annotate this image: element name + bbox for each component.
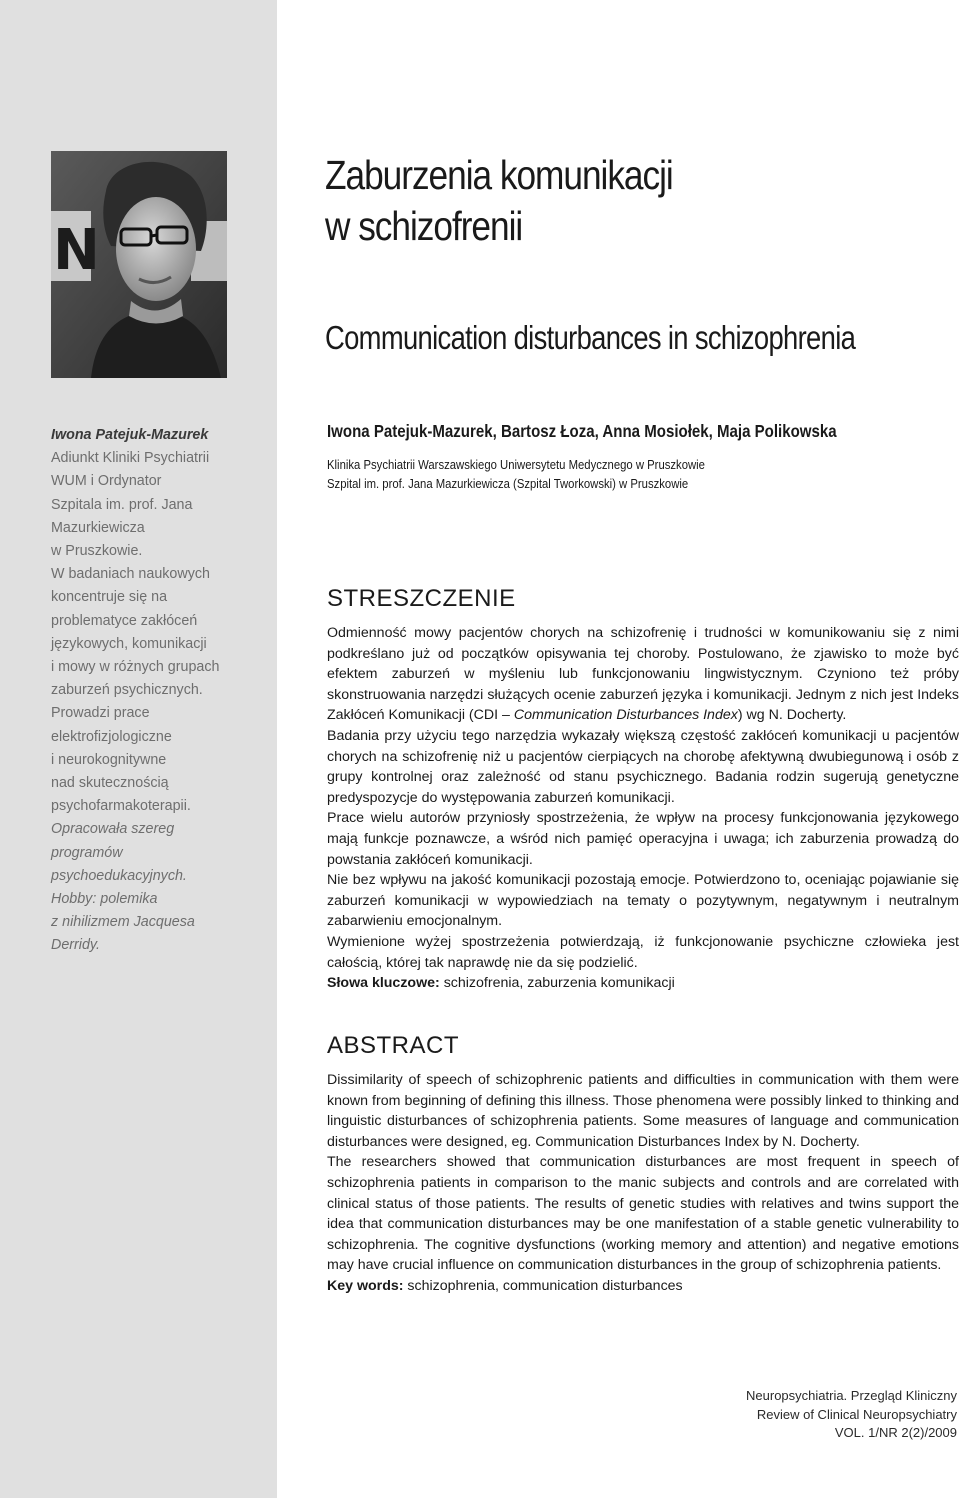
streszczenie-heading: STRESZCZENIE [327, 585, 516, 612]
author-portrait-image [51, 151, 227, 378]
streszczenie-paragraph-4: Nie bez wpływu na jakość komunikacji pozostają emocje. Potwierdzono to, oceniając pojawianie się zaburzeń komunikacji w wypowiedziach na tematy o pozytywnym, negatywnym i neutralnym zabarwieniu emocjonalnym. [327, 872, 959, 930]
streszczenie-keywords-label: Słowa kluczowe: [327, 975, 440, 992]
streszczenie-paragraph-3: Prace wielu autorów przyniosły spostrzeżenia, że wpływ na procesy funkcjonowania językowego mają funkcje poznawcze, a wśród nich pamięć operacyjna i uwaga; ich zaburzenia prowadzą do powstania zakłóceń komunikacji. [327, 810, 959, 868]
bio-hobby: Hobby: polemika z nihilizmem Jacquesa Derridy. [51, 891, 195, 954]
authors-line: Iwona Patejuk-Mazurek, Bartosz Łoza, Anna Mosiołek, Maja Polikowska [327, 421, 837, 441]
abstract-keywords [327, 1276, 959, 1297]
author-photo [51, 151, 227, 378]
title-english: Communication disturbances in schizophrenia [325, 319, 856, 356]
abstract-body [327, 1070, 959, 1297]
bio-affiliation: Adiunkt Kliniki Psychiatrii WUM i Ordynator Szpitala im. prof. Jana Mazurkiewicza w Pruszkowie. [51, 450, 210, 560]
affiliation: Klinika Psychiatrii Warszawskiego Uniwersytetu Medycznego w Pruszkowie Szpital im. prof. Jana Mazurkiewicza (Szpital Tworkowski) w Pruszkowie [327, 457, 705, 491]
streszczenie-paragraph-1 [327, 623, 959, 726]
streszczenie-paragraph-2: Badania przy użyciu tego narzędzia wykazały większą częstość zakłóceń komunikacji u pacjentów chorych na schizofrenię niż u pacjentów cierpiących na chorobę afektywną dwubiegunową i osób z grupy kontrolnej oraz zależność od stanu psychicznego. Badania rodzin sugerują genetyczne predyspozycje do występowania zaburzeń komunikacji. [327, 727, 959, 806]
streszczenie-keywords-value: schizofrenia, zaburzenia komunikacji [439, 975, 675, 992]
bio-author-name: Iwona Patejuk-Mazurek [51, 427, 209, 443]
streszczenie-paragraph-5: Wymienione wyżej spostrzeżenia potwierdzają, iż funkcjonowanie psychiczne człowieka jest całością, której tak naprawdę nie da się podzielić. [327, 933, 959, 971]
abstract-heading: ABSTRACT [327, 1032, 460, 1059]
bio-research: W badaniach naukowych koncentruje się na problematyce zakłóceń językowych, komunikacji i mowy w różnych grupach zaburzeń psychicznych. [51, 566, 220, 699]
svg-text:N: N [53, 218, 100, 283]
author-bio [51, 424, 256, 958]
abstract-keywords-label: Key words: [327, 1277, 404, 1294]
sidebar [0, 0, 277, 1498]
journal-volume: VOL. 1/NR 2(2)/2009 [834, 1425, 957, 1440]
streszczenie-body [327, 623, 959, 994]
title-polish: Zaburzenia komunikacji w schizofrenii [325, 152, 673, 249]
abstract-paragraph-2: The researchers showed that communication disturbances are most frequent in speech of schizophrenia patients in comparison to the manic subjects and controls and are correlated with clinical status of those patients. The results of genetic studies with relatives and twins support the idea that communication disturbances may be one manifestation of a stable genetic vulnerability to schizophrenia. The cognitive dysfunctions (working memory and attention) and negative emotions may have crucial influence on communication disturbances in the group of schizophrenia patients. [327, 1154, 959, 1274]
bio-work: Prowadzi prace elektrofizjologiczne i neurokognitywne nad skutecznością psychofarmakoterapii. [51, 705, 191, 815]
bio-programs: Opracowała szereg programów psychoedukacyjnych. [51, 821, 187, 884]
streszczenie-p1-text: Odmienność mowy pacjentów chorych na schizofrenię i trudności w komunikowaniu się z nimi podkreślano już od początków opisywania tej choroby. Postulowano, że zjawisko to może być efektem zaburzeń w myśleniu lub funkcjonowaniu lingwistycznym. Czyniono też próby skonstruowania narzędzi służących ocenie zaburzeń języka i komunikacji. Jednym z nich jest Indeks Zakłóceń Komunikacji (CDI – [327, 625, 959, 724]
journal-name-polish: Neuropsychiatria. Przegląd Kliniczny [746, 1388, 957, 1403]
streszczenie-p1-end: ) wg N. Docherty. [737, 707, 847, 724]
journal-name-english: Review of Clinical Neuropsychiatry [756, 1406, 957, 1422]
cdi-term: Communication Disturbances Index [513, 707, 738, 724]
abstract-keywords-value: schizophrenia, communication disturbances [403, 1277, 683, 1294]
abstract-paragraph-1: Dissimilarity of speech of schizophrenic patients and difficulties in communication with them were known from beginning of defining this illness. Those phenomena were possibly linked to thinking and linguistic disturbances of schizophrenia patients. Some measures of language and communication disturbances were designed, eg. Communication Disturbances Index by N. Docherty. [327, 1072, 959, 1150]
streszczenie-keywords [327, 973, 959, 994]
journal-footer [657, 1387, 957, 1443]
